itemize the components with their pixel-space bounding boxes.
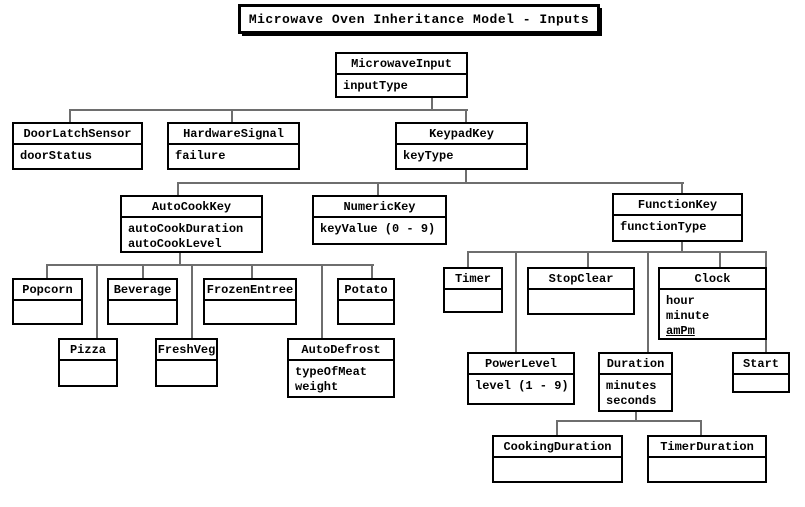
class-name: Pizza: [60, 340, 116, 361]
class-name: StopClear: [529, 269, 633, 290]
class-attribute: seconds: [606, 394, 657, 408]
connector-line: [69, 109, 71, 123]
class-attributes: [614, 216, 741, 237]
class-box-hardwaresignal: [167, 122, 300, 170]
class-name: Beverage: [109, 280, 176, 301]
class-name: FrozenEntree: [205, 280, 295, 301]
class-name: Timer: [445, 269, 501, 290]
connector-line: [647, 251, 649, 353]
class-name: FreshVeg: [157, 340, 216, 361]
class-attributes: [337, 75, 466, 96]
connector-line: [556, 420, 558, 436]
connector-line: [700, 420, 702, 436]
class-attributes: [109, 301, 176, 307]
class-box-timer: [443, 267, 503, 313]
connector-line: [142, 264, 144, 279]
class-box-microwaveinput: [335, 52, 468, 98]
class-box-duration: [598, 352, 673, 412]
connector-line: [587, 251, 589, 268]
class-attribute: hour: [666, 294, 695, 308]
class-name: Popcorn: [14, 280, 81, 301]
class-attributes: [289, 361, 393, 397]
diagram-title: Microwave Oven Inheritance Model - Inputs: [238, 4, 600, 34]
class-attribute: minutes: [606, 379, 657, 393]
class-attributes: [169, 145, 298, 166]
class-attribute: inputType: [343, 79, 408, 93]
connector-line: [467, 251, 767, 253]
class-name: Potato: [339, 280, 393, 301]
class-attribute: weight: [295, 380, 339, 394]
class-box-numerickey: [312, 195, 447, 245]
connector-line: [371, 264, 373, 279]
class-box-timerduration: [647, 435, 767, 483]
class-box-doorlatchsensor: [12, 122, 143, 170]
class-box-freshveg: [155, 338, 218, 387]
class-attributes: [529, 290, 633, 296]
class-attribute: autoCookDuration: [128, 222, 244, 236]
class-name: FunctionKey: [614, 195, 741, 216]
class-attributes: [14, 145, 141, 166]
class-attribute: failure: [175, 149, 226, 163]
connector-line: [321, 264, 323, 339]
class-name: PowerLevel: [469, 354, 573, 375]
class-attributes: [600, 375, 671, 411]
class-attributes: [469, 375, 573, 396]
connector-line: [46, 264, 48, 279]
class-attributes: [339, 301, 393, 307]
connector-line: [177, 182, 179, 196]
class-name: HardwareSignal: [169, 124, 298, 145]
connector-line: [251, 264, 253, 279]
connector-line: [556, 420, 702, 422]
connector-line: [231, 109, 233, 123]
class-attributes: [14, 301, 81, 307]
class-name: AutoCookKey: [122, 197, 261, 218]
class-box-clock: [658, 267, 767, 340]
class-box-autocookkey: [120, 195, 263, 253]
class-attributes: [649, 458, 765, 464]
class-box-frozenentree: [203, 278, 297, 325]
class-name: CookingDuration: [494, 437, 621, 458]
connector-line: [69, 109, 468, 111]
class-box-pizza: [58, 338, 118, 387]
class-name: DoorLatchSensor: [14, 124, 141, 145]
class-attributes: [205, 301, 295, 307]
class-name: NumericKey: [314, 197, 445, 218]
class-name: Start: [734, 354, 788, 375]
class-attributes: [60, 361, 116, 367]
class-attribute: keyValue (0 - 9): [320, 222, 436, 236]
class-box-functionkey: [612, 193, 743, 242]
class-attribute: minute: [666, 309, 710, 323]
class-attributes: [494, 458, 621, 464]
class-box-autodefrost: [287, 338, 395, 398]
connector-line: [191, 264, 193, 339]
class-box-potato: [337, 278, 395, 325]
class-attribute: doorStatus: [20, 149, 93, 163]
class-name: MicrowaveInput: [337, 54, 466, 75]
class-box-keypadkey: [395, 122, 528, 170]
connector-line: [177, 182, 684, 184]
connector-line: [719, 251, 721, 268]
class-attributes: [122, 218, 261, 254]
class-name: KeypadKey: [397, 124, 526, 145]
class-name: Clock: [660, 269, 765, 290]
class-name: Duration: [600, 354, 671, 375]
class-attributes: [734, 375, 788, 381]
class-name: AutoDefrost: [289, 340, 393, 361]
class-attribute: functionType: [620, 220, 707, 234]
class-box-cookingduration: [492, 435, 623, 483]
class-box-stopclear: [527, 267, 635, 315]
connector-line: [377, 182, 379, 196]
class-name: TimerDuration: [649, 437, 765, 458]
class-box-powerlevel: [467, 352, 575, 405]
class-attribute: typeOfMeat: [295, 365, 368, 379]
connector-line: [465, 109, 467, 123]
class-attributes: [445, 290, 501, 296]
class-attributes: [397, 145, 526, 166]
class-box-popcorn: [12, 278, 83, 325]
class-attribute: autoCookLevel: [128, 237, 222, 251]
class-attributes: [660, 290, 765, 341]
class-attribute: keyType: [403, 149, 454, 163]
class-attribute: amPm: [666, 324, 695, 338]
class-box-beverage: [107, 278, 178, 325]
class-attribute: level (1 - 9): [475, 379, 569, 393]
class-attributes: [157, 361, 216, 367]
class-box-start: [732, 352, 790, 393]
connector-line: [467, 251, 469, 268]
connector-line: [96, 264, 98, 339]
class-attributes: [314, 218, 445, 239]
connector-line: [515, 251, 517, 353]
